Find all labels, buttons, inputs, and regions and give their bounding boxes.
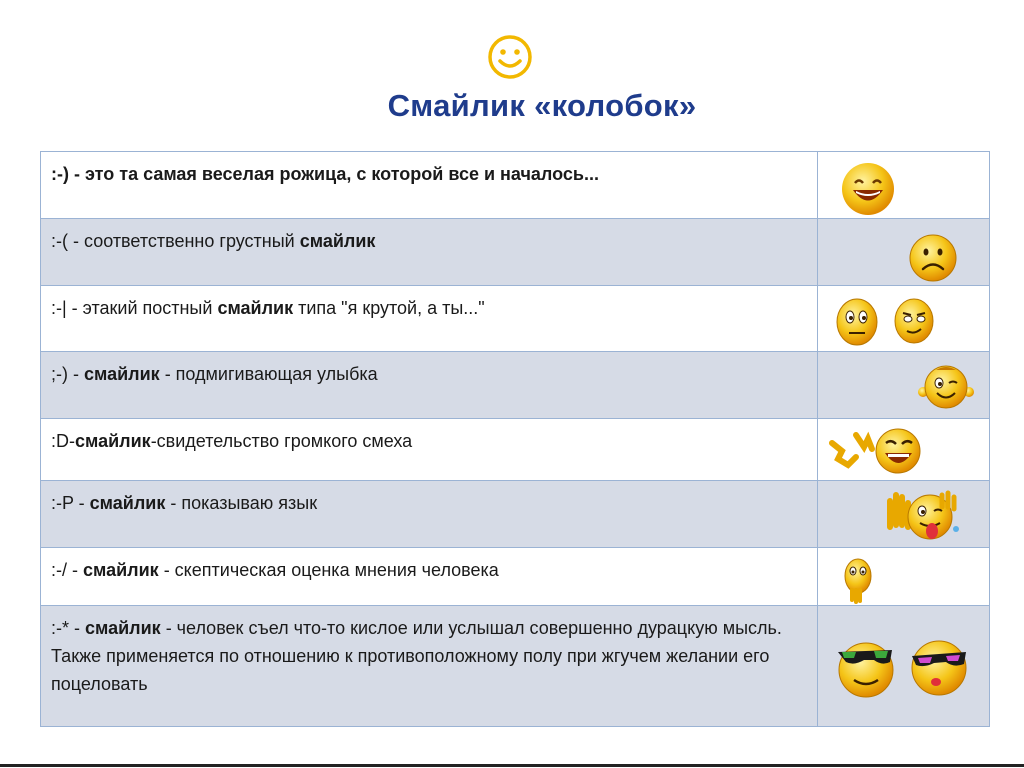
bottom-border (0, 764, 1024, 767)
row-description (41, 548, 818, 606)
smiley-word: смайлик (89, 493, 166, 513)
row-description (41, 152, 818, 219)
smiley-table (40, 151, 990, 727)
smiley-word: смайлик (84, 364, 160, 384)
laughing-smiley-icon (840, 161, 896, 217)
slide-title (0, 88, 1024, 124)
row-picture (818, 606, 990, 727)
description-text: - человек съел что-то кислое или услышал совершенно дурацкую мысль. Также применяется по отношению к противоположному полу при жгучем желании его поцеловать (51, 618, 782, 694)
table-row (41, 548, 990, 606)
description-text: - подмигивающая улыбка (159, 364, 378, 384)
neutral-smileys-icon (833, 295, 963, 347)
tongue-out-smiley-icon (884, 487, 964, 545)
code-text: :-* - (51, 618, 85, 638)
row-picture (818, 352, 990, 419)
description-text: - показываю язык (165, 493, 318, 513)
winking-smiley-icon (916, 362, 976, 412)
description-text: - это та самая веселая рожица, с которой все и началось... (68, 164, 599, 184)
sad-smiley-icon (908, 233, 958, 283)
row-description (41, 352, 818, 419)
loud-laugh-smiley-icon (828, 425, 928, 477)
code-text: :-P - (51, 493, 90, 513)
smiley-word: смайлик (83, 560, 159, 580)
table-row (41, 152, 990, 219)
row-picture (818, 481, 990, 548)
slide-title-text: Смайлик «колобок» (387, 88, 697, 123)
code-text: :D- (51, 431, 75, 451)
smiley-outline-icon (487, 34, 533, 80)
table-row (41, 219, 990, 286)
row-description (41, 606, 818, 727)
row-description (41, 419, 818, 481)
code-text: ;-) - (51, 364, 84, 384)
code-text: :-/ - (51, 560, 83, 580)
code-text: :-( - соответственно грустный (51, 231, 300, 251)
table-row (41, 481, 990, 548)
smiley-word: смайлик (217, 298, 294, 318)
code-text: :-) (51, 164, 69, 184)
table-row (41, 419, 990, 481)
row-picture (818, 419, 990, 481)
smiley-word: смайлик (75, 431, 151, 451)
row-description (41, 481, 818, 548)
table-row (41, 606, 990, 727)
table-row (41, 286, 990, 352)
row-picture (818, 152, 990, 219)
smiley-word: смайлик (299, 231, 376, 251)
description-text: -свидетельство громкого смеха (150, 431, 413, 451)
smiley-word: смайлик (85, 618, 161, 638)
row-description (41, 219, 818, 286)
table-row (41, 352, 990, 419)
row-picture (818, 548, 990, 606)
row-picture (818, 219, 990, 286)
description-text: - скептическая оценка мнения человека (158, 560, 499, 580)
skeptical-smiley-icon (842, 554, 874, 604)
sunglasses-kiss-smileys-icon (834, 636, 974, 700)
row-picture (818, 286, 990, 352)
code-text: :-| - этакий постный (51, 298, 218, 318)
row-description (41, 286, 818, 352)
description-text: типа "я крутой, а ты..." (293, 298, 485, 318)
